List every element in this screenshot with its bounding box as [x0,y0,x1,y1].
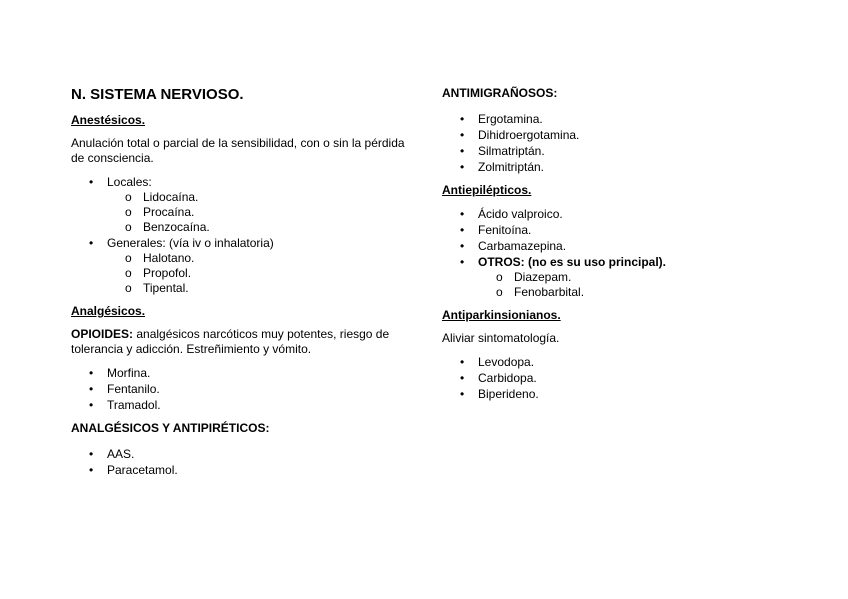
antiparkinsonianos-list [442,354,782,402]
antiepilepticos-list [442,206,782,300]
sublist-otros [478,270,782,300]
list-item [71,397,411,413]
circle-bullet-icon: o [496,270,503,284]
anestesicos-heading: Anestésicos. [71,113,146,127]
list-item-label: Ergotamina. [478,112,543,126]
bullet-icon: • [89,398,94,412]
opioides-paragraph [71,327,411,357]
list-item [442,222,782,238]
list-item-label: Paracetamol. [107,463,178,477]
list-item [71,365,411,381]
antipireticos-heading: ANALGÉSICOS Y ANTIPIRÉTICOS: [71,421,270,435]
bullet-icon: • [460,160,465,174]
sublist-item [71,266,411,281]
list-item-label: Tramadol. [107,398,161,412]
sublist-generales [107,251,411,296]
circle-bullet-icon: o [496,285,503,299]
bullet-icon: • [89,447,94,461]
list-item-generales [71,235,411,296]
sublist-locales [107,190,411,235]
opioides-label: OPIOIDES: [71,327,134,341]
otros-label: OTROS: (no es su uso principal). [478,255,667,269]
analgesicos-heading: Analgésicos. [71,304,146,318]
list-item-label: Zolmitriptán. [478,160,545,174]
analgesicos-list [71,365,411,413]
list-item-label: Generales: (vía iv o inhalatoria) [107,236,274,250]
list-item-otros [442,254,782,300]
sublist-item-label: Tipental. [143,281,189,295]
sublist-item [71,205,411,220]
bullet-icon: • [460,239,465,253]
bullet-icon: • [460,223,465,237]
bullet-icon: • [89,382,94,396]
sublist-item [442,285,782,300]
opioides-text: analgésicos narcóticos muy potentes, riesgo de tolerancia y adicción. Estreñimiento y vómito. [71,327,390,356]
circle-bullet-icon: o [125,205,132,219]
sublist-item [442,270,782,285]
list-item-label: Levodopa. [478,355,535,369]
circle-bullet-icon: o [125,251,132,265]
anestesicos-list [71,174,411,296]
list-item-label: Fenitoína. [478,223,532,237]
list-item [442,159,782,175]
antimigranosos-list [442,111,782,175]
list-item-label: Carbamazepina. [478,239,567,253]
bullet-icon: • [460,355,465,369]
bullet-icon: • [89,175,94,189]
bullet-icon: • [460,112,465,126]
list-item [442,127,782,143]
list-item [442,206,782,222]
antiparkinsonianos-heading: Antiparkinsionianos. [442,308,561,322]
list-item [442,370,782,386]
list-item [442,386,782,402]
list-item-label: Locales: [107,175,152,189]
list-item-label: Silmatriptán. [478,144,545,158]
bullet-icon: • [460,387,465,401]
right-column [442,86,782,410]
list-item-label: Fentanilo. [107,382,160,396]
bullet-icon: • [89,366,94,380]
circle-bullet-icon: o [125,281,132,295]
anestesicos-description: Anulación total o parcial de la sensibilidad, con o sin la pérdida de consciencia. [71,136,405,165]
bullet-icon: • [460,255,465,269]
list-item [71,381,411,397]
sublist-item-label: Fenobarbital. [514,285,585,299]
bullet-icon: • [89,463,94,477]
left-column [71,86,411,486]
sublist-item-label: Propofol. [143,266,192,280]
list-item-label: Carbidopa. [478,371,537,385]
sublist-item [71,251,411,266]
list-item-label: AAS. [107,447,135,461]
circle-bullet-icon: o [125,190,132,204]
list-item-label: Dihidroergotamina. [478,128,580,142]
antiepilepticos-heading: Antiepilépticos. [442,183,532,197]
bullet-icon: • [460,144,465,158]
list-item [71,446,411,462]
circle-bullet-icon: o [125,220,132,234]
list-item-locales [71,174,411,235]
list-item-label: Morfina. [107,366,151,380]
list-item [442,354,782,370]
sublist-item [71,281,411,296]
antipireticos-list [71,446,411,478]
sublist-item-label: Halotano. [143,251,195,265]
bullet-icon: • [460,128,465,142]
list-item [442,238,782,254]
bullet-icon: • [460,371,465,385]
list-item-label: Biperideno. [478,387,539,401]
list-item-label: Ácido valproico. [478,207,563,221]
bullet-icon: • [460,207,465,221]
section-title: N. SISTEMA NERVIOSO. [71,86,244,103]
list-item [442,143,782,159]
antiparkinsonianos-description: Aliviar sintomatología. [442,331,560,345]
circle-bullet-icon: o [125,266,132,280]
list-item [442,111,782,127]
sublist-item-label: Diazepam. [514,270,572,284]
sublist-item [71,220,411,235]
bullet-icon: • [89,236,94,250]
sublist-item [71,190,411,205]
list-item [71,462,411,478]
sublist-item-label: Lidocaína. [143,190,199,204]
sublist-item-label: Benzocaína. [143,220,210,234]
sublist-item-label: Procaína. [143,205,195,219]
antimigranosos-heading: ANTIMIGRAÑOSOS: [442,86,558,100]
